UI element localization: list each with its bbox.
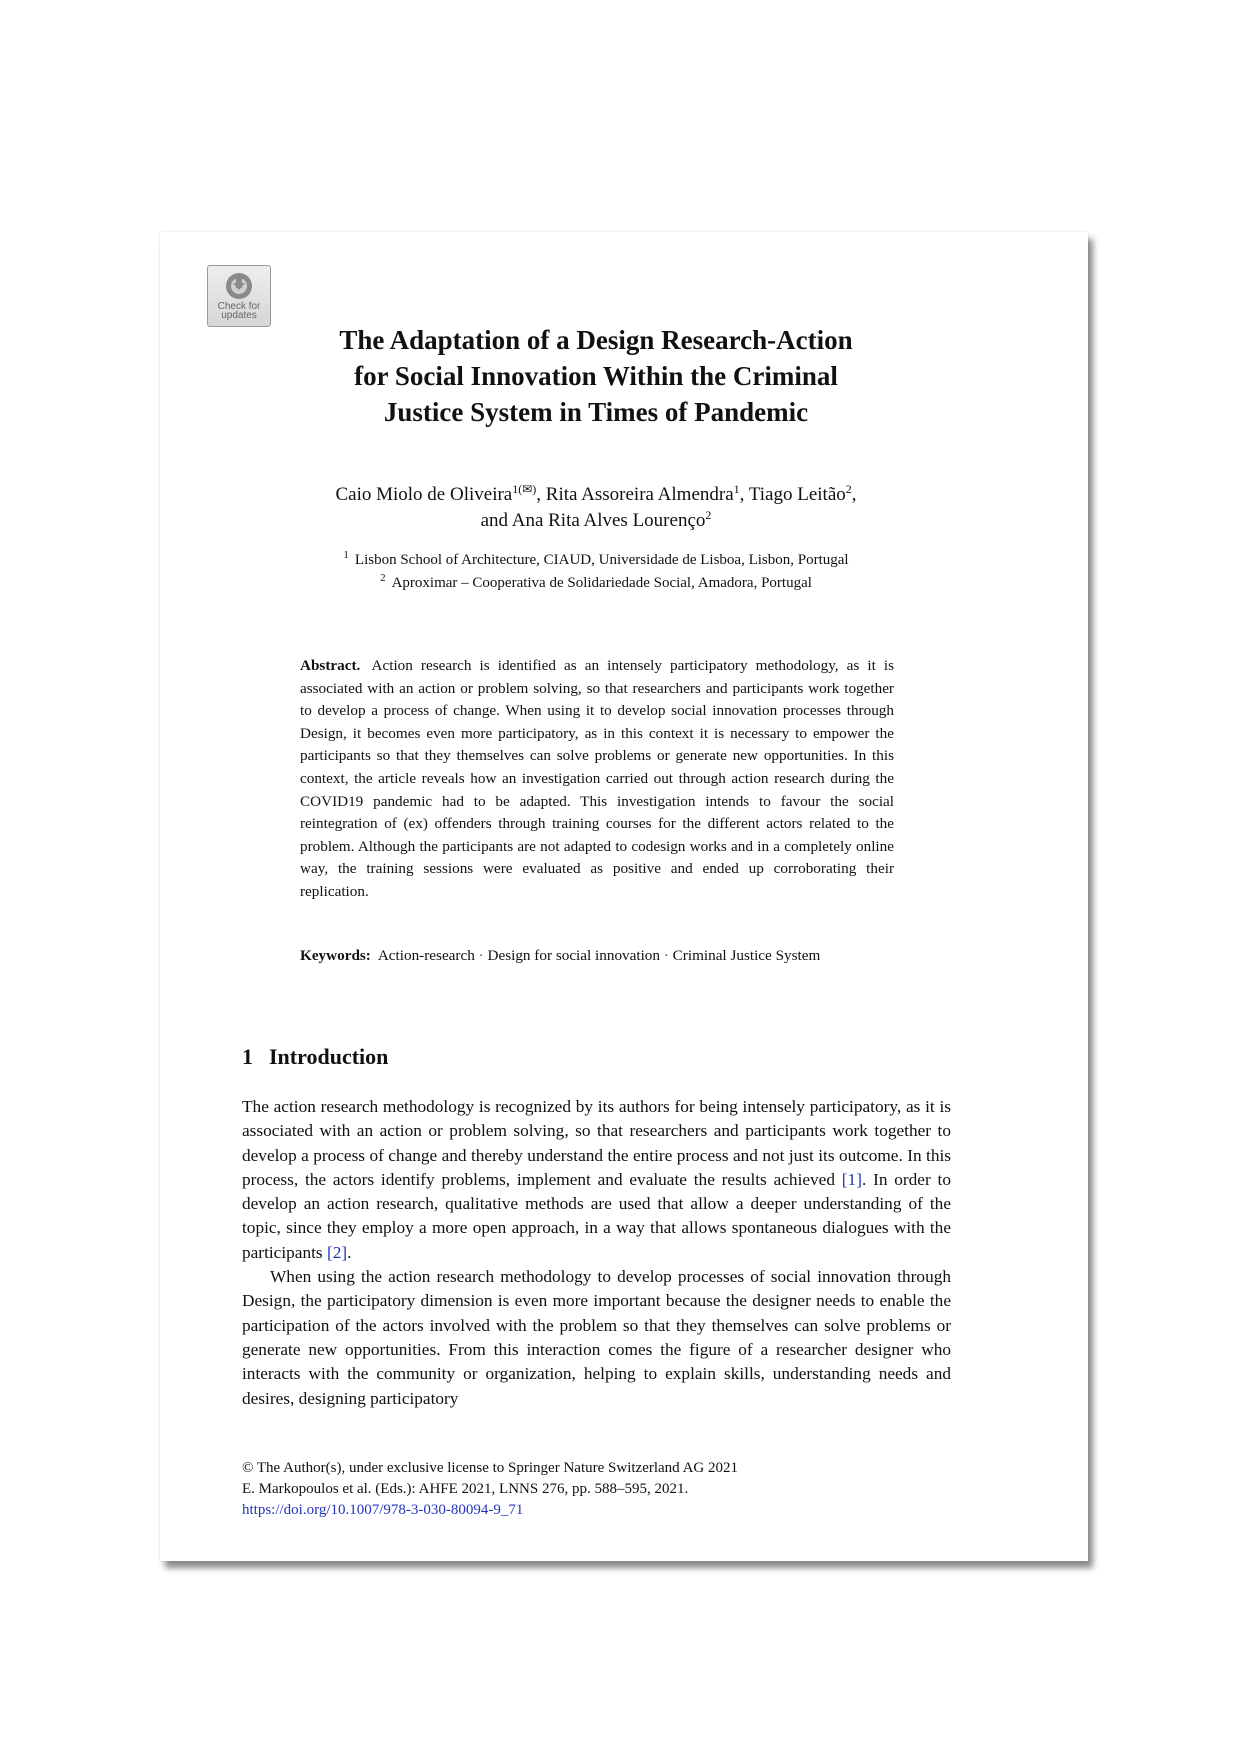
author-affiliation-mark[interactable]: 1(✉) — [512, 482, 537, 496]
affiliation-text: Lisbon School of Architecture, CIAUD, Universidade de Lisboa, Lisbon, Portugal — [354, 552, 849, 568]
keyword-item: Design for social innovation — [487, 947, 660, 964]
author-name: Ana Rita Alves Lourenço — [511, 510, 706, 531]
author-line-1: Caio Miolo de Oliveira$^{1(✉)}$, Rita Assoreira Almendra$^1$, Tiago Leitão$^2$, — [335, 482, 857, 505]
affiliation-text: Aproximar – Cooperativa de Solidariedade Social, Amadora, Portugal — [391, 575, 812, 591]
affiliations — [240, 549, 952, 595]
intro-paragraph-1-part-a: The action research methodology is recognized by its authors for being intensely participatory, as it is associated with an action or problem solving, so that researchers and participants work together to develop a process of change and thereby understand the entire process and not just its outcome. In this process, the actors identify problems, implement and evaluate the results achieved — [242, 1097, 951, 1189]
keywords-label: Keywords: — [300, 947, 371, 964]
check-for-updates-badge[interactable] — [207, 265, 271, 327]
intro-paragraph-2: When using the action research methodology to develop processes of social innovation through Design, the participatory dimension is even more important because the designer needs to enable the participation of the actors involved with the problem so that they themselves can solve problems or generate new opportunities. From this interaction comes the figure of a researcher designer who interacts with the community or organization, helping to explain skills, understanding needs and desires, designing participatory — [242, 1267, 951, 1408]
check-for-updates-icon — [224, 271, 254, 301]
affiliation-2 — [240, 572, 952, 595]
paper-title — [240, 322, 952, 430]
section-heading-introduction — [242, 1043, 388, 1071]
keyword-item: Action-research — [377, 947, 475, 964]
section-number: 1 — [242, 1044, 253, 1069]
author-conjunction: and — [480, 510, 509, 531]
author-affiliation-mark: 2 — [705, 508, 712, 522]
citation-line: E. Markopoulos et al. (Eds.): AHFE 2021, LNNS 276, pp. 588–595, 2021. — [242, 1481, 689, 1497]
abstract — [300, 655, 894, 904]
keywords — [300, 945, 894, 968]
doi-link[interactable]: https://doi.org/10.1007/978-3-030-80094-9_71 — [242, 1502, 524, 1518]
keyword-item: Criminal Justice System — [672, 947, 821, 964]
title-line-1: The Adaptation of a Design Research-Action — [339, 325, 853, 355]
citation-link-2[interactable]: [2] — [326, 1242, 348, 1262]
copyright-footer — [242, 1458, 951, 1521]
affiliation-number: 2 — [380, 572, 386, 584]
author-name: Rita Assoreira Almendra — [545, 484, 734, 505]
author-name: Caio Miolo de Oliveira — [335, 484, 513, 505]
keyword-separator: · — [663, 947, 669, 964]
abstract-label: Abstract. — [300, 657, 361, 674]
citation-link-1[interactable]: [1] — [841, 1169, 862, 1189]
affiliation-number: 1 — [343, 549, 349, 561]
author-name: Tiago Leitão — [748, 484, 846, 505]
author-affiliation-mark: 2 — [845, 482, 852, 496]
badge-label-line1: Check for — [217, 301, 261, 312]
affiliation-1 — [240, 549, 952, 572]
title-line-2: for Social Innovation Within the Criminal — [354, 361, 838, 391]
intro-paragraph-1-part-b: . In order to develop an action research, qualitative methods are used that allow a deeper understanding of the topic, since they employ a more open approach, in a way that allows spontaneous dialogues with the participants — [242, 1169, 951, 1262]
copyright-line: © The Author(s), under exclusive license to Springer Nature Switzerland AG 2021 — [242, 1460, 739, 1476]
section-title: Introduction — [269, 1044, 389, 1069]
author-affiliation-mark: 1 — [733, 482, 740, 496]
author-list — [240, 482, 952, 534]
introduction-body — [242, 1095, 951, 1411]
intro-paragraph-1-part-c: . — [347, 1242, 352, 1262]
badge-label-line2: updates — [221, 310, 257, 321]
author-line-2 — [240, 508, 952, 534]
abstract-text: Action research is identified as an intensely participatory methodology, as it is associated with an action or problem solving, so that researchers and participants work together to develop a process of change. When using it to develop social innovation processes through Design, it becomes even more participatory, as in this context it is necessary to empower the participants so that they themselves can solve problems or generate new opportunities. In this context, the article reveals how an investigation carried out through action research during the COVID19 pandemic had to be adapted. This investigation intends to favour the social reintegration of (ex) offenders through training courses for the different actors related to the problem. Although the participants are not adapted to codesign works and in a completely online way, the training sessions were evaluated as positive and ended up corroborating their replication. — [300, 657, 894, 900]
keyword-separator: · — [478, 947, 484, 964]
title-line-3: Justice System in Times of Pandemic — [383, 397, 809, 427]
